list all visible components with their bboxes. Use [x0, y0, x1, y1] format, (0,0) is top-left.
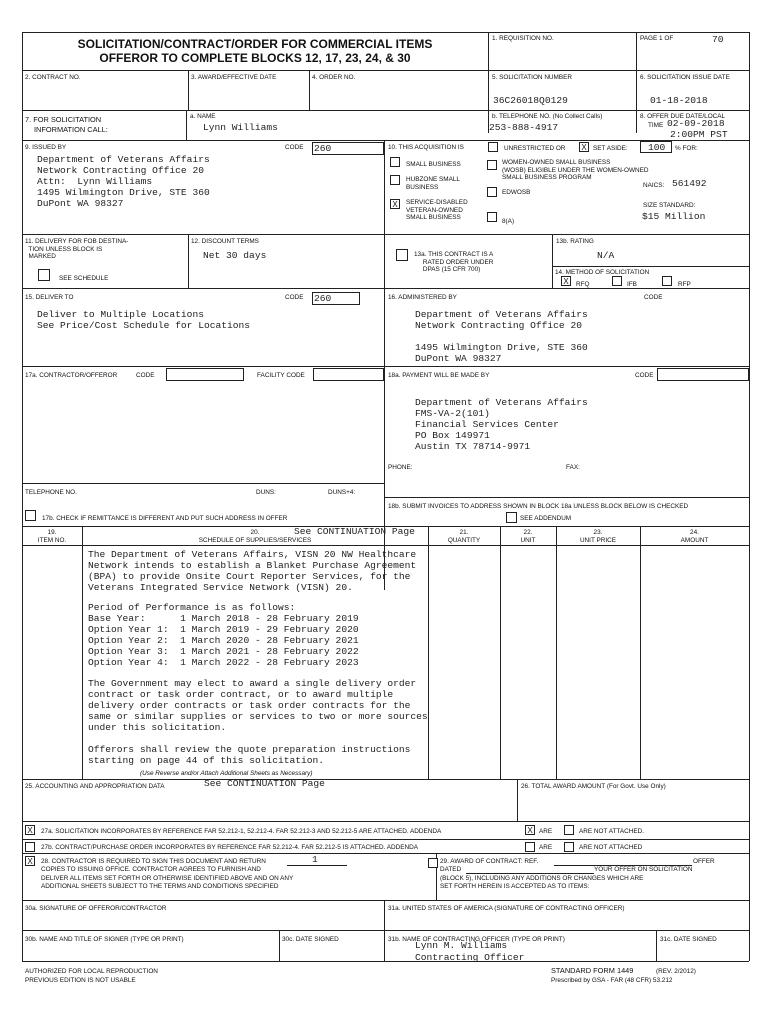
27b-are-checkbox[interactable]	[525, 842, 535, 852]
issue-date-label: 6. SOLICITATION ISSUE DATE	[640, 74, 730, 81]
27a-are-label: ARE	[539, 828, 553, 835]
rfp-checkbox[interactable]	[662, 276, 672, 286]
rfq-label: RFQ	[576, 281, 590, 288]
total-award-label: 26. TOTAL AWARD AMOUNT (For Govt. Use Only)	[521, 783, 666, 790]
rated-order-checkbox[interactable]	[396, 249, 408, 261]
8a-checkbox[interactable]	[487, 212, 497, 222]
27b-label: 27b. CONTRACT/PURCHASE ORDER INCORPORATES BY REFERENCE FAR 52.212-4. FAR 52.212-5 IS ATTACHED. ADDENDA	[41, 844, 419, 851]
requisition-label: 1. REQUISITION NO.	[492, 35, 554, 42]
issue-date-value[interactable]: 01-18-2018	[650, 95, 708, 106]
col-unit: 22. UNIT	[520, 529, 536, 544]
footer-reproduction: AUTHORIZED FOR LOCAL REPRODUCTION PREVIOUS EDITION IS NOT USABLE	[25, 968, 158, 984]
duns-label: DUNS:	[256, 489, 276, 496]
col-unit-price: 23. UNIT PRICE	[579, 529, 617, 544]
phone-label: PHONE:	[388, 464, 413, 471]
contact-name-value[interactable]: Lynn Williams	[203, 122, 278, 133]
payment-code-box[interactable]	[657, 368, 749, 381]
col-schedule-overlay: See CONTINUATION Page	[294, 526, 415, 537]
offer-due-label: 8. OFFER DUE DATE/LOCAL	[640, 113, 726, 120]
col-item-no: 19. ITEM NO.	[37, 529, 67, 544]
contractor-label: 17a. CONTRACTOR/OFFEROR	[25, 372, 118, 379]
edwosb-label: EDWOSB	[502, 189, 531, 196]
rfq-checkbox[interactable]: X	[561, 276, 571, 286]
deliver-to-code-box[interactable]	[312, 292, 360, 305]
sdvosb-checkbox[interactable]: X	[390, 199, 400, 209]
ifb-checkbox[interactable]	[612, 276, 622, 286]
remittance-checkbox[interactable]	[25, 510, 36, 521]
telephone-value[interactable]: 253-888-4917	[489, 122, 559, 133]
telephone-label: b. TELEPHONE NO. (No Collect Calls)	[492, 113, 603, 120]
hubzone-label: HUBZONE SMALL BUSINESS	[406, 176, 460, 191]
payment-text: Department of Veterans Affairs FMS-VA-2(101) Financial Services Center PO Box 149971 Austin TX 78714-9971	[415, 397, 588, 452]
for-solicitation-label-a: 7. FOR SOLICITATION	[25, 115, 102, 124]
acquisition-label: 10. THIS ACQUISITION IS	[388, 144, 464, 151]
schedule-para-4: Offerors shall review the quote preparation instructions starting on page 44 of this solicitation.	[88, 744, 411, 766]
27b-not-attached-label: ARE NOT ATTACHED	[579, 844, 643, 851]
27b-checkbox[interactable]	[25, 842, 35, 852]
remittance-label: 17b. CHECK IF REMITTANCE IS DIFFERENT AND PUT SUCH ADDRESS IN OFFER	[42, 515, 288, 522]
27a-are-checkbox[interactable]: X	[525, 825, 535, 835]
administered-by-text: Department of Veterans Affairs Network Contracting Office 20 1495 Wilmington Drive, STE 360 DuPont WA 98327	[415, 309, 588, 364]
contractor-code-label: CODE	[136, 372, 155, 379]
27b-are-label: ARE	[539, 844, 553, 851]
sdvosb-label: SERVICE-DISABLED VETERAN-OWNED SMALL BUSINESS	[406, 199, 468, 222]
percent-label: % FOR:	[675, 145, 698, 152]
rating-value: N/A	[597, 250, 615, 261]
27b-not-attached-checkbox[interactable]	[564, 842, 574, 852]
addendum-checkbox[interactable]	[506, 512, 517, 523]
officer-name-value: Lynn M. Williams	[415, 940, 508, 951]
col-schedule: 20. SCHEDULE OF SUPPLIES/SERVICES	[198, 529, 312, 544]
percent-value: 100	[648, 142, 666, 153]
facility-code-label: FACILITY CODE	[257, 372, 305, 379]
deliver-to-label: 15. DELIVER TO	[25, 294, 74, 301]
footer-form-name: STANDARD FORM 1449	[551, 966, 634, 975]
accounting-label: 25. ACCOUNTING AND APPROPRIATION DATA	[25, 783, 165, 790]
signer-name-label: 30b. NAME AND TITLE OF SIGNER (TYPE OR PRINT)	[25, 936, 184, 943]
page-label: PAGE 1 OF	[640, 35, 674, 42]
setaside-checkbox[interactable]: X	[579, 142, 589, 152]
name-label: a. NAME	[190, 113, 216, 120]
27a-checkbox[interactable]: X	[25, 825, 35, 835]
issued-by-code-value: 260	[314, 143, 332, 154]
edwosb-checkbox[interactable]	[487, 187, 497, 197]
footer-prescribed: Prescribed by GSA - FAR (48 CFR) 53.212	[551, 977, 673, 984]
wosb-checkbox[interactable]	[487, 160, 497, 170]
order-no-label: 4. ORDER NO.	[312, 74, 356, 81]
deliver-to-code-label: CODE	[285, 294, 304, 301]
schedule-para-3: The Government may elect to award a single delivery order contract or task order contract, or to award multiple delivery order contracts or task order contracts for the same or similar supplies or services to two or more sources under this solicitation.	[88, 678, 428, 733]
rated-order-label: 13a. THIS CONTRACT IS A RATED ORDER UNDER DPAS (15 CFR 700)	[414, 251, 494, 274]
27a-not-attached-label: ARE NOT ATTACHED.	[579, 828, 644, 835]
percent-box[interactable]	[640, 141, 672, 153]
method-label: 14. METHOD OF SOLICITATION	[555, 269, 650, 276]
see-schedule-label: SEE SCHEDULE	[59, 275, 109, 282]
date-signed-30c-label: 30c. DATE SIGNED	[282, 936, 339, 943]
issued-by-address: Department of Veterans Affairs Network Contracting Office 20 Attn: Lynn Williams 1495 Wilmington Drive, STE 360 DuPont WA 98327	[37, 154, 210, 209]
administered-by-label: 16. ADMINISTERED BY	[388, 294, 457, 301]
invoice-label: 18b. SUBMIT INVOICES TO ADDRESS SHOWN IN BLOCK 18a UNLESS BLOCK BELOW IS CHECKED	[388, 503, 689, 510]
solicitation-number-value[interactable]: 36C26018Q0129	[493, 95, 568, 106]
offer-due-date-value[interactable]: 02-09-2018	[667, 118, 725, 129]
29-checkbox[interactable]	[428, 858, 438, 868]
delivery-fob-label: 11. DELIVERY FOR FOB DESTINA- TION UNLESS BLOCK IS MARKED	[25, 238, 129, 261]
payment-code-label: CODE	[635, 372, 654, 379]
facility-code-box[interactable]	[313, 368, 384, 381]
small-business-label: SMALL BUSINESS	[406, 161, 461, 168]
see-schedule-checkbox[interactable]	[38, 269, 50, 281]
schedule-footnote: (Use Reverse and/or Attach Additional Sheets as Necessary)	[140, 770, 313, 777]
offer-due-time-value[interactable]: 2:00PM PST	[670, 129, 728, 140]
col-quantity: 21. QUANTITY	[447, 529, 481, 544]
8a-label: 8(A)	[502, 218, 515, 225]
setaside-label: SET ASIDE:	[593, 145, 628, 152]
schedule-para-1: The Department of Veterans Affairs, VISN 20 NW Healthcare Network intends to establish a Blanket Purchase Agreement (BPA) to provide Onsite Court Reporter Services, for the Veterans Integrated Service Network (VISN) 20.	[88, 549, 417, 593]
rating-label: 13b. RATING	[556, 238, 594, 245]
award-date-label: 3. AWARD/EFFECTIVE DATE	[191, 74, 277, 81]
small-business-checkbox[interactable]	[390, 157, 400, 167]
29-dated-line	[466, 873, 594, 874]
27a-not-attached-checkbox[interactable]	[564, 825, 574, 835]
ifb-label: IFB	[627, 281, 637, 288]
schedule-para-2: Period of Performance is as follows: Base Year: 1 March 2018 - 28 February 2019 Option Year 1: 1 March 2019 - 29 February 2020 Option Year 2: 1 March 2020 - 28 February 2021 Option Year 3: 1 March 2021 - 28 February 2022 Option Year 4: 1 March 2022 - 28 February 2023	[88, 602, 359, 668]
contractor-code-box[interactable]	[166, 368, 244, 381]
solicitation-number-label: 5. SOLICITATION NUMBER	[492, 74, 573, 81]
discount-terms-value[interactable]: Net 30 days	[203, 250, 267, 261]
page-total: 70	[712, 34, 724, 45]
unrestricted-label: UNRESTRICTED OR	[504, 145, 566, 152]
accounting-value: See CONTINUATION Page	[204, 778, 325, 789]
officer-title-value: Contracting Officer	[415, 952, 525, 963]
size-standard-value: $15 Million	[642, 211, 706, 222]
28-text: 28. CONTRACTOR IS REQUIRED TO SIGN THIS DOCUMENT AND RETURN COPIES TO ISSUING OFFICE. CONTRACTOR AGREES TO FURNISH AND DELIVER ALL ITEMS SET FORTH OR OTHERWISE IDENTIFIED ABOVE AND ON ANY ADDITIONAL SHEETS SUBJECT TO THE TERMS AND CONDITIONS SPECIFIED	[41, 858, 294, 890]
29-text: 29. AWARD OF CONTRACT: REF. DATED (BLOCK 5), INCLUDING ANY ADDITIONS OR CHANGES WHICH ARE SET FORTH HEREIN IS ACCEPTED AS TO ITEMS:	[440, 858, 644, 890]
duns4-label: DUNS+4:	[328, 489, 356, 496]
signature-officer-label: 31a. UNITED STATES OF AMERICA (SIGNATURE OF CONTRACTING OFFICER)	[388, 905, 625, 912]
issued-by-code-box[interactable]	[312, 142, 384, 155]
hubzone-checkbox[interactable]	[390, 175, 400, 185]
addendum-label: SEE ADDENDUM	[520, 515, 572, 522]
contract-no-label: 2. CONTRACT NO.	[25, 74, 81, 81]
officer-name-label: 31b. NAME OF CONTRACTING OFFICER (TYPE OR PRINT)	[388, 936, 565, 943]
deliver-to-code-value: 260	[314, 293, 332, 304]
size-standard-label: SIZE STANDARD:	[643, 202, 696, 209]
administered-by-code-label: CODE	[644, 294, 663, 301]
col-amount: 24. AMOUNT	[680, 529, 709, 544]
28-checkbox[interactable]: X	[25, 856, 35, 866]
payment-label: 18a. PAYMENT WILL BE MADE BY	[388, 372, 490, 379]
28-copies-line	[287, 865, 347, 866]
issued-by-code-label: CODE	[285, 144, 304, 151]
naics-label: NAICS:	[643, 182, 665, 189]
rfp-label: RFP	[678, 281, 691, 288]
footer-revision: (REV. 2/2012)	[656, 968, 696, 975]
time-label: TIME	[648, 122, 664, 129]
signature-offeror-label: 30a. SIGNATURE OF OFFEROR/CONTRACTOR	[25, 905, 167, 912]
naics-value: 561492	[672, 178, 707, 189]
form-title-line1: SOLICITATION/CONTRACT/ORDER FOR COMMERCIAL ITEMS	[77, 37, 433, 51]
29-your-offer-label: YOUR OFFER ON SOLICITATION	[594, 866, 693, 873]
27a-label: 27a. SOLICITATION INCORPORATES BY REFERENCE FAR 52.212-1, 52.212-4. FAR 52.212-3 AND 52.212-5 ARE ATTACHED. ADDENDA	[41, 828, 442, 835]
form-title-line2: OFFEROR TO COMPLETE BLOCKS 12, 17, 23, 24, & 30	[99, 51, 411, 65]
date-signed-31c-label: 31c. DATE SIGNED	[660, 936, 717, 943]
issued-by-label: 9. ISSUED BY	[25, 144, 67, 151]
telephone-no-label: TELEPHONE NO.	[25, 489, 77, 496]
28-copies-value: 1	[312, 854, 318, 865]
wosb-label: WOMEN-OWNED SMALL BUSINESS (WOSB) ELIGIBLE UNDER THE WOMEN-OWNED SMALL BUSINESS PROGRAM	[502, 159, 649, 182]
fax-label: FAX:	[566, 464, 580, 471]
29-offer-label: OFFER	[693, 858, 715, 865]
discount-terms-label: 12. DISCOUNT TERMS	[191, 238, 259, 245]
deliver-to-text: Deliver to Multiple Locations See Price/Cost Schedule for Locations	[37, 309, 251, 331]
for-solicitation-label-b: INFORMATION CALL:	[34, 125, 108, 134]
unrestricted-checkbox[interactable]	[488, 142, 498, 152]
